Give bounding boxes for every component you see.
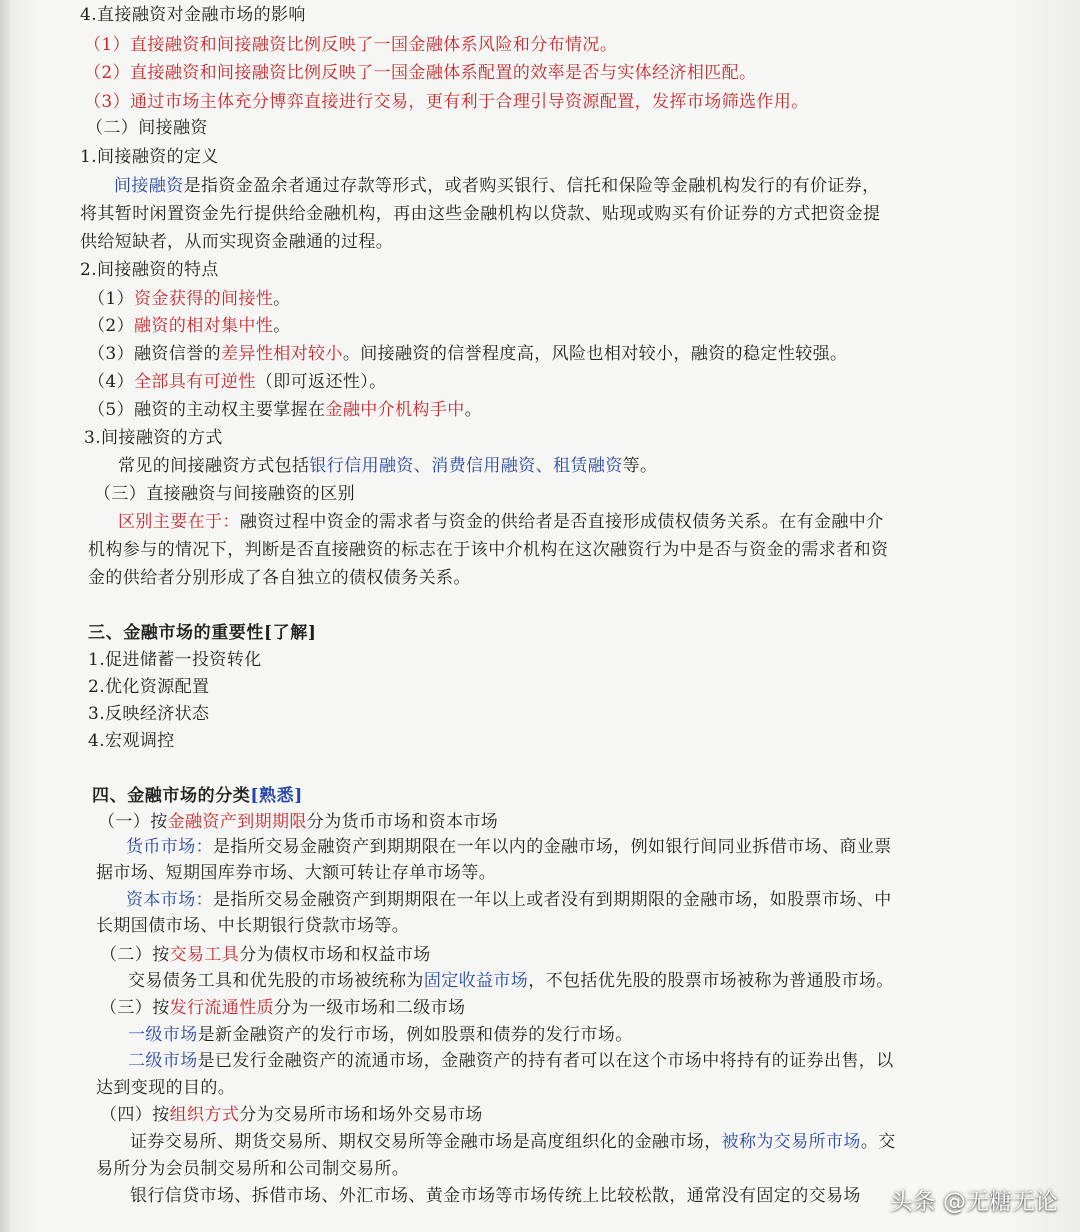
feature-1 — [88, 288, 291, 310]
methods-suffix: 等。 — [622, 456, 658, 476]
secondary-market-term: 二级市场 — [128, 1051, 198, 1071]
feature-5 — [88, 399, 482, 421]
feature-prefix: （5）融资的主动权主要掌握在 — [88, 400, 326, 420]
section-heading-difference: （三）直接融资与间接融资的区别 — [94, 484, 355, 504]
subsection-title: 1.间接融资的定义 — [80, 147, 219, 167]
feature-prefix: （3）融资信誉的 — [88, 344, 222, 364]
point-2: （2）直接融资和间接融资比例反映了一国金融体系配置的效率是否与实体经济相匹配。 — [84, 63, 757, 83]
feature-prefix: （1） — [88, 289, 135, 309]
feature-highlight: 全部具有可逆性 — [134, 372, 256, 392]
primary-market-text: 是新金融资产的发行市场，例如股票和债券的发行市场。 — [197, 1025, 633, 1045]
primary-market-term: 一级市场 — [128, 1025, 198, 1045]
subsection-title: 3.间接融资的方式 — [84, 428, 223, 448]
definition-term: 间接融资 — [114, 176, 184, 196]
feature-prefix: （2） — [88, 316, 135, 336]
methods-line — [118, 455, 657, 477]
otc-line: 银行信贷市场、拆借市场、外汇市场、黄金市场等市场传统上比较松散，通常没有固定的交易场 — [130, 1186, 861, 1206]
exchange-line-1 — [130, 1131, 896, 1153]
fixed-income-suffix: ，不包括优先股的股票市场被称为普通股市场。 — [528, 971, 894, 991]
feature-2 — [88, 315, 291, 337]
fixed-income-line — [128, 970, 894, 992]
capital-market-line-2: 长期国债市场、中长期银行贷款市场等。 — [96, 916, 410, 936]
exchange-suffix: 。交 — [860, 1132, 896, 1152]
section-heading-importance: 三、金融市场的重要性[了解] — [88, 623, 317, 643]
secondary-market-line-1 — [128, 1050, 894, 1072]
class-suffix: 分为交易所市场和场外交易市场 — [239, 1105, 483, 1125]
class-suffix: 分为债权市场和权益市场 — [239, 945, 431, 965]
money-market-line-1 — [126, 836, 892, 858]
capital-market-text: 是指所交易金融资产到期期限在一年以上或者没有到期期限的金融市场，如股票市场、中 — [213, 890, 892, 910]
section-heading-classification — [92, 785, 303, 807]
section-heading-indirect: （二）间接融资 — [86, 118, 208, 138]
heading-text: 四、金融市场的分类 — [92, 786, 251, 806]
feature-4 — [88, 371, 387, 393]
class-suffix: 分为货币市场和资本市场 — [306, 812, 499, 832]
point-1: （1）直接融资和间接融资比例反映了一国金融体系风险和分布情况。 — [84, 35, 618, 55]
feature-suffix: 。 — [273, 289, 291, 309]
class-prefix: （一）按 — [98, 812, 168, 832]
exchange-term: 被称为交易所市场 — [721, 1132, 861, 1152]
feature-highlight: 资金获得的间接性 — [134, 289, 274, 309]
classification-3 — [100, 997, 465, 1019]
class-prefix: （四）按 — [100, 1105, 170, 1125]
definition-text: 是指资金盈余者通过存款等形式，或者购买银行、信托和保险等金融机构发行的有价证券， — [183, 176, 880, 196]
class-prefix: （三）按 — [100, 998, 170, 1018]
watermark: 头条 @无糖无论 — [889, 1189, 1058, 1215]
heading-tag: [熟悉] — [250, 786, 303, 806]
fixed-income-term: 固定收益市场 — [423, 971, 529, 991]
difference-lead: 区别主要在于： — [118, 512, 240, 532]
feature-prefix: （4） — [88, 372, 135, 392]
money-market-term: 货币市场： — [126, 837, 213, 857]
class-highlight: 交易工具 — [169, 945, 240, 965]
feature-highlight: 差异性相对较小 — [221, 344, 343, 364]
difference-line-2: 机构参与的情况下，判断是否直接融资的标志在于该中介机构在这次融资行为中是否与资金的需求者和资 — [88, 540, 889, 560]
difference-line-1 — [118, 511, 884, 533]
feature-highlight: 融资的相对集中性 — [134, 316, 274, 336]
page-edge — [0, 0, 10, 1232]
capital-market-term: 资本市场： — [126, 890, 213, 910]
money-market-text: 是指所交易金融资产到期期限在一年以内的金融市场，例如银行间同业拆借市场、商业票 — [213, 837, 892, 857]
methods-prefix: 常见的间接融资方式包括 — [118, 456, 310, 476]
importance-item: 2.优化资源配置 — [88, 677, 210, 697]
class-prefix: （二）按 — [100, 945, 170, 965]
exchange-line-2: 易所分为会员制交易所和公司制交易所。 — [96, 1159, 410, 1179]
primary-market-line — [128, 1024, 633, 1046]
classification-2 — [100, 944, 431, 966]
class-suffix: 分为一级市场和二级市场 — [274, 998, 466, 1018]
classification-1 — [98, 811, 498, 833]
definition-line-2: 将其暂时闲置资金先行提供给金融机构，再由这些金融机构以贷款、贴现或购买有价证券的方式把资金提 — [80, 204, 881, 224]
difference-line-3: 金的供给者分别形成了各自独立的债权债务关系。 — [88, 568, 471, 588]
importance-item: 4.宏观调控 — [88, 731, 175, 751]
definition-line-3: 供给短缺者，从而实现资金融通的过程。 — [80, 232, 394, 252]
definition-line-1 — [114, 175, 880, 197]
class-highlight: 组织方式 — [169, 1105, 240, 1125]
secondary-market-line-2: 达到变现的目的。 — [96, 1078, 236, 1098]
classification-4 — [100, 1104, 483, 1126]
feature-3 — [88, 343, 847, 365]
secondary-market-text: 是已发行金融资产的流通市场，金融资产的持有者可以在这个市场中将持有的证券出售，以 — [197, 1051, 894, 1071]
class-highlight: 发行流通性质 — [169, 998, 275, 1018]
point-3: （3）通过市场主体充分博弈直接进行交易，更有利于合理引导资源配置，发挥市场筛选作用。 — [84, 92, 809, 112]
fixed-income-prefix: 交易债务工具和优先股的市场被统称为 — [128, 971, 424, 991]
feature-highlight: 金融中介机构手中 — [325, 400, 465, 420]
feature-suffix: 。 — [273, 316, 291, 336]
importance-item: 1.促进储蓄一投资转化 — [88, 650, 262, 670]
subsection-title: 4.直接融资对金融市场的影响 — [80, 5, 306, 25]
feature-suffix: （即可返还性）。 — [255, 372, 387, 392]
methods-highlight: 银行信用融资、消费信用融资、租赁融资 — [309, 456, 623, 476]
importance-item: 3.反映经济状态 — [88, 704, 210, 724]
class-highlight: 金融资产到期期限 — [167, 812, 307, 832]
feature-suffix: 。间接融资的信誉程度高，风险也相对较小，融资的稳定性较强。 — [342, 344, 848, 364]
feature-suffix: 。 — [464, 400, 483, 420]
difference-text: 融资过程中资金的需求者与资金的供给者是否直接形成债权债务关系。在有金融中介 — [239, 512, 884, 532]
money-market-line-2: 据市场、短期国库券市场、大额可转让存单市场等。 — [96, 863, 497, 883]
exchange-prefix: 证券交易所、期货交易所、期权交易所等金融市场是高度组织化的金融市场， — [130, 1132, 722, 1152]
subsection-title: 2.间接融资的特点 — [80, 260, 219, 280]
capital-market-line-1 — [126, 889, 892, 911]
